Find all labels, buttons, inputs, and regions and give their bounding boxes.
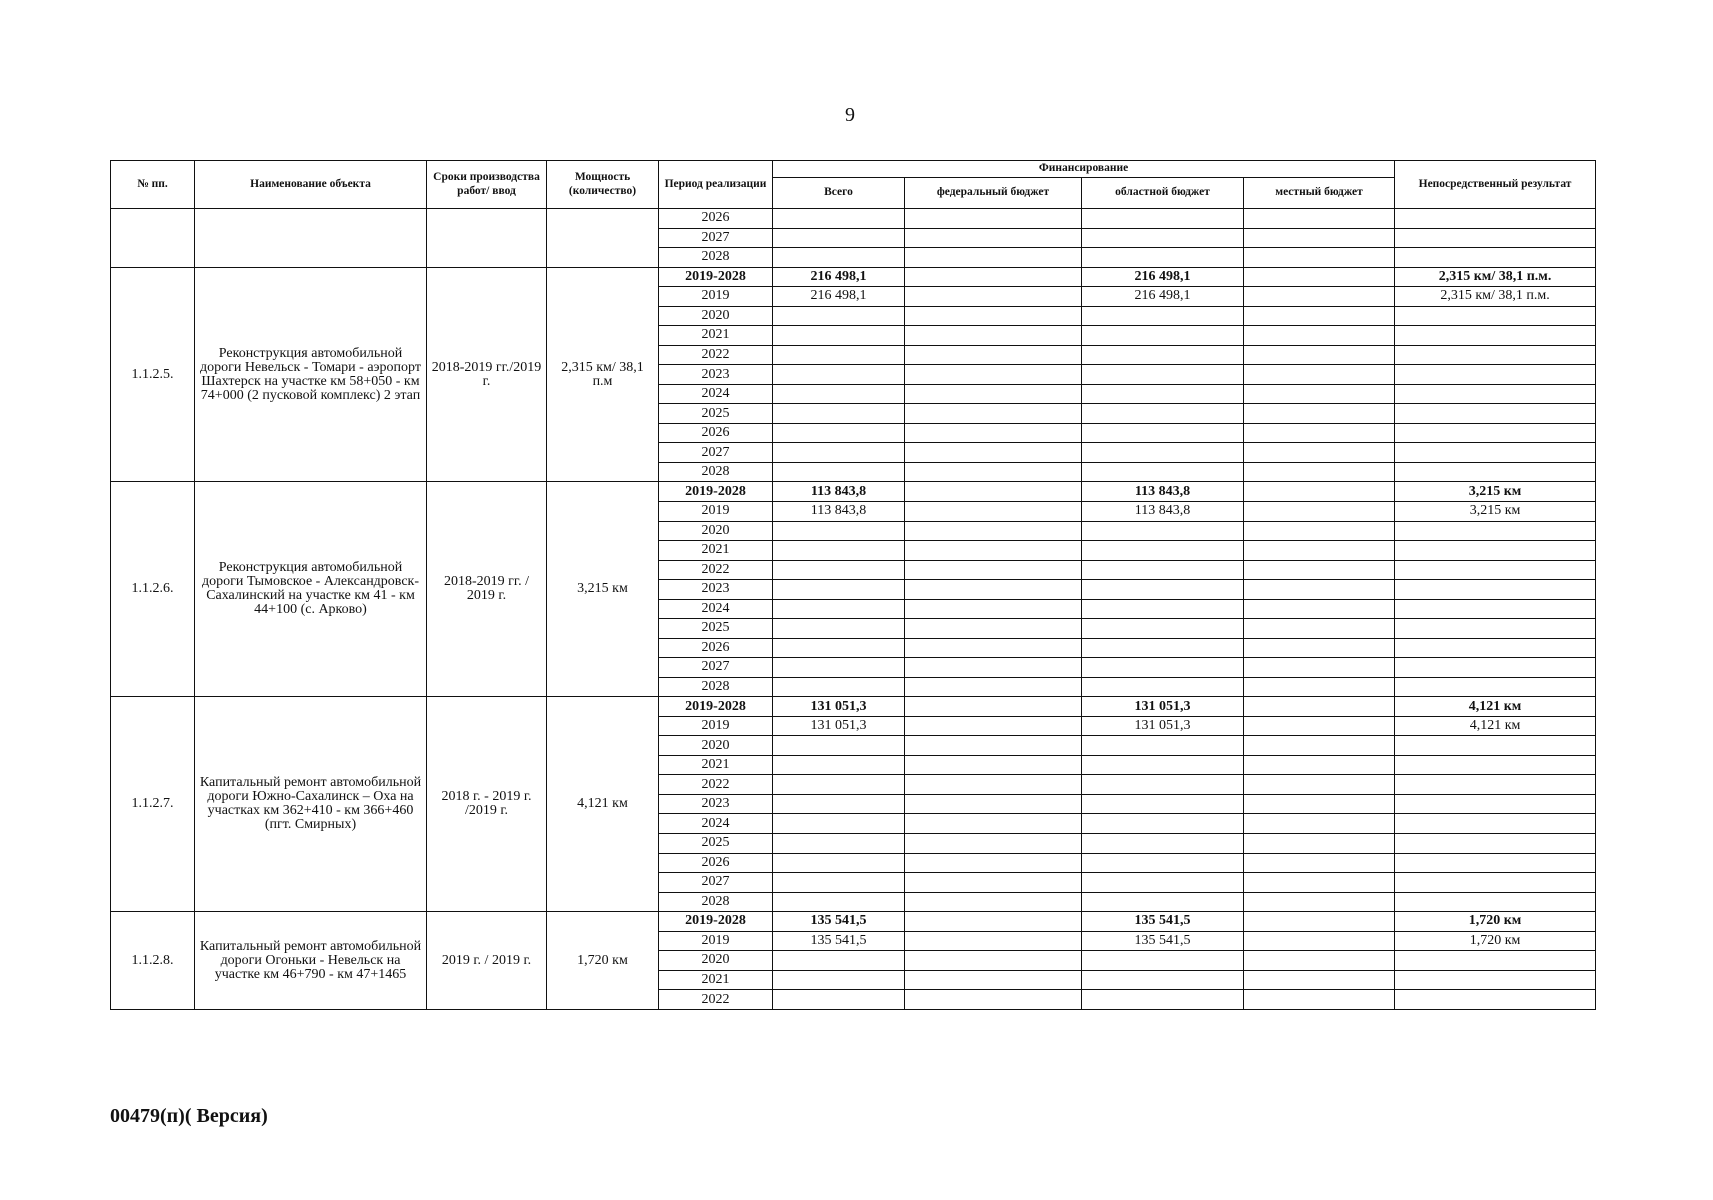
- local-cell: [1244, 287, 1395, 307]
- local-cell: [1244, 384, 1395, 404]
- result-cell: [1395, 736, 1596, 756]
- total-cell: [773, 990, 905, 1010]
- continuation-term-cell: [427, 209, 547, 268]
- regional-cell: 113 843,8: [1082, 482, 1244, 502]
- local-cell: [1244, 970, 1395, 990]
- local-cell: [1244, 209, 1395, 229]
- result-cell: 2,315 км/ 38,1 п.м.: [1395, 287, 1596, 307]
- local-cell: [1244, 306, 1395, 326]
- federal-cell: [905, 326, 1082, 346]
- period-cell: 2027: [659, 443, 773, 463]
- period-cell: 2023: [659, 580, 773, 600]
- period-cell: 2022: [659, 345, 773, 365]
- federal-cell: [905, 560, 1082, 580]
- total-cell: [773, 365, 905, 385]
- federal-cell: [905, 951, 1082, 971]
- result-cell: [1395, 384, 1596, 404]
- regional-cell: [1082, 306, 1244, 326]
- regional-cell: [1082, 423, 1244, 443]
- period-cell: 2022: [659, 560, 773, 580]
- federal-cell: [905, 541, 1082, 561]
- period-cell: 2025: [659, 404, 773, 424]
- period-cell: 2025: [659, 834, 773, 854]
- period-cell: 2028: [659, 248, 773, 268]
- local-cell: [1244, 736, 1395, 756]
- local-cell: [1244, 892, 1395, 912]
- local-cell: [1244, 794, 1395, 814]
- result-cell: [1395, 619, 1596, 639]
- header-result: Непосредственный результат: [1395, 161, 1596, 209]
- period-cell: 2019: [659, 716, 773, 736]
- federal-cell: [905, 443, 1082, 463]
- period-cell: 2027: [659, 228, 773, 248]
- regional-cell: [1082, 560, 1244, 580]
- regional-cell: [1082, 775, 1244, 795]
- period-cell: 2021: [659, 970, 773, 990]
- total-cell: [773, 638, 905, 658]
- local-cell: [1244, 521, 1395, 541]
- continuation-no-cell: [111, 209, 195, 268]
- header-federal: федеральный бюджет: [905, 178, 1082, 209]
- header-period: Период реализации: [659, 161, 773, 209]
- federal-cell: [905, 716, 1082, 736]
- result-cell: [1395, 365, 1596, 385]
- total-cell: [773, 599, 905, 619]
- local-cell: [1244, 990, 1395, 1010]
- local-cell: [1244, 326, 1395, 346]
- total-cell: [773, 345, 905, 365]
- local-cell: [1244, 462, 1395, 482]
- period-cell: 2027: [659, 658, 773, 678]
- object-name-cell: Реконструкция автомобильной дороги Невельск - Томари - аэропорт Шахтерск на участке км 58+050 - км 74+000 (2 пусковой комплекс) 2 этап: [195, 267, 427, 482]
- regional-cell: [1082, 443, 1244, 463]
- period-cell: 2019: [659, 931, 773, 951]
- total-cell: [773, 658, 905, 678]
- period-cell: 2020: [659, 521, 773, 541]
- local-cell: [1244, 228, 1395, 248]
- federal-cell: [905, 658, 1082, 678]
- federal-cell: [905, 423, 1082, 443]
- regional-cell: 131 051,3: [1082, 716, 1244, 736]
- regional-cell: [1082, 228, 1244, 248]
- result-cell: [1395, 775, 1596, 795]
- regional-cell: [1082, 599, 1244, 619]
- regional-cell: [1082, 990, 1244, 1010]
- local-cell: [1244, 912, 1395, 932]
- regional-cell: [1082, 873, 1244, 893]
- local-cell: [1244, 873, 1395, 893]
- table-row-summary: [111, 267, 1596, 287]
- total-cell: [773, 209, 905, 229]
- result-cell: [1395, 228, 1596, 248]
- result-cell: [1395, 970, 1596, 990]
- total-cell: [773, 677, 905, 697]
- total-cell: [773, 404, 905, 424]
- period-cell: 2028: [659, 462, 773, 482]
- header-capacity: Мощность (количество): [547, 161, 659, 209]
- federal-cell: [905, 306, 1082, 326]
- regional-cell: [1082, 384, 1244, 404]
- regional-cell: [1082, 638, 1244, 658]
- total-cell: [773, 794, 905, 814]
- period-cell: 2023: [659, 794, 773, 814]
- local-cell: [1244, 697, 1395, 717]
- result-cell: [1395, 209, 1596, 229]
- period-cell: 2019-2028: [659, 267, 773, 287]
- total-cell: 135 541,5: [773, 912, 905, 932]
- table-row-summary: [111, 697, 1596, 717]
- period-cell: 2027: [659, 873, 773, 893]
- federal-cell: [905, 404, 1082, 424]
- period-cell: 2024: [659, 599, 773, 619]
- regional-cell: [1082, 462, 1244, 482]
- regional-cell: [1082, 326, 1244, 346]
- regional-cell: [1082, 755, 1244, 775]
- period-cell: 2019-2028: [659, 482, 773, 502]
- object-number-cell: 1.1.2.8.: [111, 912, 195, 1010]
- result-cell: [1395, 853, 1596, 873]
- period-cell: 2026: [659, 853, 773, 873]
- period-cell: 2022: [659, 990, 773, 1010]
- federal-cell: [905, 580, 1082, 600]
- regional-cell: 135 541,5: [1082, 931, 1244, 951]
- federal-cell: [905, 482, 1082, 502]
- result-cell: [1395, 814, 1596, 834]
- total-cell: [773, 306, 905, 326]
- total-cell: [773, 462, 905, 482]
- header-term: Сроки производства работ/ ввод: [427, 161, 547, 209]
- object-term-cell: 2018-2019 гг./2019 г.: [427, 267, 547, 482]
- period-cell: 2023: [659, 365, 773, 385]
- page-number: 9: [845, 104, 855, 126]
- total-cell: 131 051,3: [773, 716, 905, 736]
- federal-cell: [905, 912, 1082, 932]
- result-cell: [1395, 326, 1596, 346]
- local-cell: [1244, 638, 1395, 658]
- period-cell: 2020: [659, 306, 773, 326]
- local-cell: [1244, 951, 1395, 971]
- federal-cell: [905, 677, 1082, 697]
- total-cell: [773, 736, 905, 756]
- total-cell: [773, 326, 905, 346]
- federal-cell: [905, 990, 1082, 1010]
- federal-cell: [905, 834, 1082, 854]
- result-cell: [1395, 580, 1596, 600]
- total-cell: [773, 834, 905, 854]
- table-body: [111, 209, 1596, 1010]
- result-cell: [1395, 599, 1596, 619]
- period-cell: 2020: [659, 951, 773, 971]
- federal-cell: [905, 873, 1082, 893]
- result-cell: 4,121 км: [1395, 697, 1596, 717]
- result-cell: [1395, 951, 1596, 971]
- total-cell: [773, 853, 905, 873]
- regional-cell: [1082, 404, 1244, 424]
- federal-cell: [905, 755, 1082, 775]
- regional-cell: [1082, 951, 1244, 971]
- result-cell: 1,720 км: [1395, 912, 1596, 932]
- regional-cell: 135 541,5: [1082, 912, 1244, 932]
- period-cell: 2026: [659, 638, 773, 658]
- local-cell: [1244, 345, 1395, 365]
- period-cell: 2026: [659, 209, 773, 229]
- regional-cell: 113 843,8: [1082, 501, 1244, 521]
- federal-cell: [905, 853, 1082, 873]
- total-cell: 113 843,8: [773, 501, 905, 521]
- result-cell: [1395, 345, 1596, 365]
- period-cell: 2025: [659, 619, 773, 639]
- total-cell: 216 498,1: [773, 287, 905, 307]
- regional-cell: [1082, 853, 1244, 873]
- federal-cell: [905, 619, 1082, 639]
- regional-cell: [1082, 619, 1244, 639]
- period-cell: 2020: [659, 736, 773, 756]
- object-capacity-cell: 1,720 км: [547, 912, 659, 1010]
- result-cell: [1395, 658, 1596, 678]
- total-cell: [773, 248, 905, 268]
- regional-cell: 216 498,1: [1082, 267, 1244, 287]
- federal-cell: [905, 775, 1082, 795]
- result-cell: [1395, 560, 1596, 580]
- period-cell: 2026: [659, 423, 773, 443]
- total-cell: 135 541,5: [773, 931, 905, 951]
- result-cell: 3,215 км: [1395, 482, 1596, 502]
- local-cell: [1244, 423, 1395, 443]
- period-cell: 2019: [659, 501, 773, 521]
- total-cell: [773, 443, 905, 463]
- regional-cell: [1082, 677, 1244, 697]
- period-cell: 2021: [659, 541, 773, 561]
- total-cell: [773, 423, 905, 443]
- period-cell: 2024: [659, 814, 773, 834]
- regional-cell: [1082, 736, 1244, 756]
- object-term-cell: 2018-2019 гг. / 2019 г.: [427, 482, 547, 697]
- object-name-cell: Реконструкция автомобильной дороги Тымовское - Александровск-Сахалинский на участке км 41 - км 44+100 (с. Арково): [195, 482, 427, 697]
- object-number-cell: 1.1.2.6.: [111, 482, 195, 697]
- total-cell: [773, 755, 905, 775]
- regional-cell: [1082, 580, 1244, 600]
- federal-cell: [905, 209, 1082, 229]
- header-name: Наименование объекта: [195, 161, 427, 209]
- table-row: [111, 209, 1596, 229]
- period-cell: 2028: [659, 677, 773, 697]
- total-cell: [773, 228, 905, 248]
- continuation-name-cell: [195, 209, 427, 268]
- total-cell: [773, 970, 905, 990]
- local-cell: [1244, 404, 1395, 424]
- total-cell: [773, 892, 905, 912]
- regional-cell: [1082, 970, 1244, 990]
- federal-cell: [905, 267, 1082, 287]
- total-cell: 131 051,3: [773, 697, 905, 717]
- local-cell: [1244, 814, 1395, 834]
- total-cell: [773, 814, 905, 834]
- federal-cell: [905, 931, 1082, 951]
- period-cell: 2028: [659, 892, 773, 912]
- local-cell: [1244, 560, 1395, 580]
- object-capacity-cell: 2,315 км/ 38,1 п.м: [547, 267, 659, 482]
- federal-cell: [905, 345, 1082, 365]
- local-cell: [1244, 853, 1395, 873]
- result-cell: 1,720 км: [1395, 931, 1596, 951]
- federal-cell: [905, 814, 1082, 834]
- regional-cell: [1082, 834, 1244, 854]
- local-cell: [1244, 755, 1395, 775]
- local-cell: [1244, 931, 1395, 951]
- result-cell: [1395, 521, 1596, 541]
- local-cell: [1244, 716, 1395, 736]
- period-cell: 2021: [659, 326, 773, 346]
- period-cell: 2019-2028: [659, 697, 773, 717]
- period-cell: 2022: [659, 775, 773, 795]
- result-cell: [1395, 462, 1596, 482]
- result-cell: [1395, 794, 1596, 814]
- federal-cell: [905, 384, 1082, 404]
- regional-cell: [1082, 541, 1244, 561]
- regional-cell: [1082, 794, 1244, 814]
- federal-cell: [905, 638, 1082, 658]
- regional-cell: [1082, 658, 1244, 678]
- local-cell: [1244, 834, 1395, 854]
- regional-cell: 131 051,3: [1082, 697, 1244, 717]
- object-name-cell: Капитальный ремонт автомобильной дороги Огоньки - Невельск на участке км 46+790 - км 47+1465: [195, 912, 427, 1010]
- result-cell: 4,121 км: [1395, 716, 1596, 736]
- local-cell: [1244, 248, 1395, 268]
- total-cell: [773, 775, 905, 795]
- result-cell: 3,215 км: [1395, 501, 1596, 521]
- object-name-cell: Капитальный ремонт автомобильной дороги Южно-Сахалинск – Оха на участках км 362+410 - км 366+460 (пгт. Смирных): [195, 697, 427, 912]
- regional-cell: [1082, 209, 1244, 229]
- total-cell: [773, 560, 905, 580]
- regional-cell: [1082, 248, 1244, 268]
- total-cell: [773, 384, 905, 404]
- continuation-capacity-cell: [547, 209, 659, 268]
- financing-table: [110, 160, 1596, 1010]
- result-cell: [1395, 834, 1596, 854]
- total-cell: [773, 619, 905, 639]
- header-financing: Финансирование: [773, 161, 1395, 178]
- header-local: местный бюджет: [1244, 178, 1395, 209]
- header-no: № пп.: [111, 161, 195, 209]
- regional-cell: [1082, 345, 1244, 365]
- document-code: 00479(п)( Версия): [110, 1105, 268, 1127]
- federal-cell: [905, 697, 1082, 717]
- federal-cell: [905, 970, 1082, 990]
- result-cell: [1395, 443, 1596, 463]
- federal-cell: [905, 501, 1082, 521]
- period-cell: 2019-2028: [659, 912, 773, 932]
- result-cell: [1395, 755, 1596, 775]
- period-cell: 2024: [659, 384, 773, 404]
- regional-cell: [1082, 814, 1244, 834]
- federal-cell: [905, 228, 1082, 248]
- result-cell: [1395, 306, 1596, 326]
- local-cell: [1244, 267, 1395, 287]
- result-cell: [1395, 423, 1596, 443]
- federal-cell: [905, 892, 1082, 912]
- local-cell: [1244, 580, 1395, 600]
- total-cell: [773, 951, 905, 971]
- result-cell: [1395, 990, 1596, 1010]
- regional-cell: [1082, 521, 1244, 541]
- result-cell: [1395, 873, 1596, 893]
- object-term-cell: 2018 г. - 2019 г. /2019 г.: [427, 697, 547, 912]
- table-row-summary: [111, 912, 1596, 932]
- federal-cell: [905, 462, 1082, 482]
- local-cell: [1244, 541, 1395, 561]
- object-number-cell: 1.1.2.7.: [111, 697, 195, 912]
- result-cell: 2,315 км/ 38,1 п.м.: [1395, 267, 1596, 287]
- result-cell: [1395, 404, 1596, 424]
- result-cell: [1395, 248, 1596, 268]
- period-cell: 2021: [659, 755, 773, 775]
- total-cell: [773, 521, 905, 541]
- total-cell: 216 498,1: [773, 267, 905, 287]
- result-cell: [1395, 638, 1596, 658]
- total-cell: [773, 873, 905, 893]
- header-regional: областной бюджет: [1082, 178, 1244, 209]
- federal-cell: [905, 794, 1082, 814]
- local-cell: [1244, 677, 1395, 697]
- regional-cell: 216 498,1: [1082, 287, 1244, 307]
- header-total: Всего: [773, 178, 905, 209]
- federal-cell: [905, 248, 1082, 268]
- regional-cell: [1082, 365, 1244, 385]
- result-cell: [1395, 677, 1596, 697]
- object-capacity-cell: 4,121 км: [547, 697, 659, 912]
- result-cell: [1395, 541, 1596, 561]
- object-number-cell: 1.1.2.5.: [111, 267, 195, 482]
- total-cell: 113 843,8: [773, 482, 905, 502]
- federal-cell: [905, 599, 1082, 619]
- result-cell: [1395, 892, 1596, 912]
- local-cell: [1244, 501, 1395, 521]
- object-term-cell: 2019 г. / 2019 г.: [427, 912, 547, 1010]
- table-header: [111, 161, 1596, 209]
- total-cell: [773, 580, 905, 600]
- table-row-summary: [111, 482, 1596, 502]
- local-cell: [1244, 658, 1395, 678]
- federal-cell: [905, 365, 1082, 385]
- federal-cell: [905, 521, 1082, 541]
- local-cell: [1244, 619, 1395, 639]
- regional-cell: [1082, 892, 1244, 912]
- federal-cell: [905, 287, 1082, 307]
- period-cell: 2019: [659, 287, 773, 307]
- total-cell: [773, 541, 905, 561]
- local-cell: [1244, 443, 1395, 463]
- local-cell: [1244, 365, 1395, 385]
- local-cell: [1244, 599, 1395, 619]
- local-cell: [1244, 482, 1395, 502]
- local-cell: [1244, 775, 1395, 795]
- object-capacity-cell: 3,215 км: [547, 482, 659, 697]
- federal-cell: [905, 736, 1082, 756]
